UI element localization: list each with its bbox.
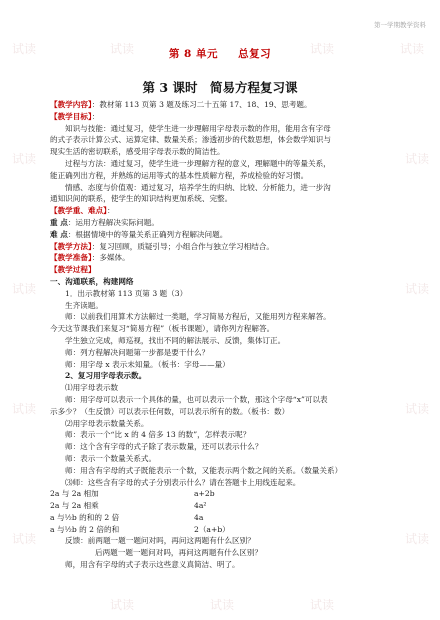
key-point bbox=[50, 217, 400, 229]
watermark: 试读 bbox=[405, 152, 430, 166]
watermark: 试读 bbox=[12, 532, 37, 546]
watermark: 试读 bbox=[12, 402, 37, 416]
goals-line: 的式子表示计算公式、运算定律、数量关系；渗透初步的代数思想，体会数学知识与 bbox=[50, 135, 331, 145]
key-heading bbox=[50, 205, 400, 217]
watermark: 试读 bbox=[12, 152, 37, 166]
s1-line: 师：用字母 x 表示未知量。（板书：字母——量） bbox=[65, 359, 230, 369]
unit-number: 第 8 单元 bbox=[168, 48, 218, 60]
method-label: 【教学方法】 bbox=[50, 241, 92, 251]
expression-formula: 2（a+b） bbox=[194, 524, 230, 534]
difficult-point-text: ：根据情境中的等量关系正确列方程解决问题。 bbox=[67, 229, 228, 239]
watermark: 试读 bbox=[310, 598, 335, 612]
expression-meaning: 2a 与 2a 相乘 bbox=[50, 501, 99, 511]
watermark: 试读 bbox=[110, 42, 135, 56]
s2-line: ⑵用字母表示数量关系。 bbox=[65, 418, 149, 428]
s1-line: 师：列方程解决问题第一步都是要干什么？ bbox=[65, 347, 210, 357]
watermark: 试读 bbox=[405, 532, 430, 546]
prep-label: 【教学准备】 bbox=[50, 253, 92, 263]
table-row bbox=[50, 512, 230, 524]
expression-matching-table bbox=[50, 488, 230, 535]
s3-line: 师，用含有字母的式子表示这些意义真简洁、明了。 bbox=[65, 560, 240, 570]
watermark: 试读 bbox=[12, 282, 37, 296]
key-point-label: 重 点 bbox=[50, 217, 68, 227]
section-1-heading: 一、沟通联系，构建网络 bbox=[50, 276, 134, 286]
s2-line: ⑶师：这些含有字母的式子分别表示什么？请在答题卡上用线连起来。 bbox=[65, 477, 301, 487]
goals-label: 【教学目标】 bbox=[50, 111, 92, 121]
difficult-point-label: 难 点 bbox=[50, 229, 68, 239]
header-note: 第一学期教学资料 bbox=[374, 21, 426, 29]
watermark: 试读 bbox=[405, 402, 430, 416]
goals-line: 能正确列出方程，并熟练的运用等式的基本性质解方程，养成检验的好习惯。 bbox=[50, 170, 309, 180]
unit-title bbox=[0, 46, 440, 61]
watermark: 试读 bbox=[210, 598, 235, 612]
goals-line: 通知识间的联系，使学生的知识结构更加系统、完整。 bbox=[50, 194, 233, 204]
table-row bbox=[50, 488, 230, 500]
s2-line: 师：表示一个“比 x 的 4 倍多 13 的数”，怎样表示呢？ bbox=[65, 430, 251, 440]
goals-line: 情感、态度与价值观：通过复习，培养学生的归纳、比较、分析能力，进一步沟 bbox=[65, 182, 331, 192]
watermark: 试读 bbox=[110, 598, 135, 612]
method bbox=[50, 241, 400, 253]
expression-meaning: a 与½b 的和的 2 倍 bbox=[50, 512, 120, 522]
watermark: 试读 bbox=[405, 282, 430, 296]
watermark: 试读 bbox=[12, 42, 37, 56]
s3-line: 反馈：前两题一题一题问对吗，再问这两题有什么区别？ bbox=[65, 536, 255, 546]
s2-line: 示多少？（生反馈）可以表示任何数，可以表示所有的数。（板书：数） bbox=[50, 406, 290, 416]
s2-line: 师：这个含有字母的式子除了表示数量，还可以表示什么？ bbox=[65, 442, 263, 452]
teaching-content-text: ：教材第 113 页第 3 题及练习二十五第 17、18、19、思考题。 bbox=[91, 100, 312, 109]
prep bbox=[50, 252, 400, 264]
prep-text: ：多媒体。 bbox=[91, 253, 130, 263]
s3-line: 后两题一题一题问对吗，再问这两题有什么区别？ bbox=[95, 548, 263, 558]
table-row bbox=[50, 524, 230, 536]
section-2-heading: 2、复习用字母表示数。 bbox=[65, 371, 147, 381]
expression-meaning: 2a 与 2a 相加 bbox=[50, 489, 99, 499]
s2-line: 师：表示一个数量关系式。 bbox=[65, 453, 157, 463]
key-point-text: ：运用方程解决实际问题。 bbox=[67, 217, 159, 227]
expression-formula: a+2b bbox=[194, 489, 215, 499]
teaching-content bbox=[50, 99, 400, 111]
difficult-point bbox=[50, 229, 400, 241]
goals-line: 过程与方法：通过复习，使学生进一步理解方程的意义，理解题中的等量关系， bbox=[65, 158, 331, 168]
process-heading: 【教学过程】 bbox=[50, 265, 96, 275]
goals-line: 现实生活的密切联系，感受用字母表示数的简洁性。 bbox=[50, 147, 225, 157]
table-row bbox=[50, 500, 230, 512]
s2-line: ⑴用字母表示数 bbox=[65, 383, 119, 393]
key-colon: ： bbox=[106, 206, 115, 216]
watermark: 试读 bbox=[400, 42, 425, 56]
s1-line: 今天这节课我们来复习“简易方程”（板书课题），请你列方程解答。 bbox=[50, 324, 275, 334]
watermark: 试读 bbox=[310, 42, 335, 56]
expression-formula: 4a² bbox=[194, 501, 207, 511]
s1-line: 学生独立完成，师巡视，找出不同的解法展示、反馈，集体订正。 bbox=[65, 335, 286, 345]
method-text: ：复习回顾，质疑引导；小组合作与独立学习相结合。 bbox=[91, 241, 275, 251]
document-body bbox=[50, 99, 400, 571]
goals-heading bbox=[50, 111, 400, 123]
s2-line: 师：用含有字母的式子既能表示一个数，又能表示两个数之间的关系。（数量关系） bbox=[65, 465, 343, 475]
s1-line: 师：以前我们用算术方法解过一类题，学习简易方程后，又能用列方程来解答。 bbox=[65, 312, 331, 322]
expression-formula: 4a bbox=[194, 512, 204, 522]
lesson-title: 第 3 课时 简易方程复习课 bbox=[142, 80, 298, 95]
s1-line: 生齐读题。 bbox=[65, 300, 103, 310]
unit-name: 总复习 bbox=[238, 48, 272, 60]
s1-line: 1．出示教材第 113 页第 3 题（3） bbox=[65, 288, 188, 298]
goals-line: 知识与技能：通过复习，使学生进一步理解用字母表示数的作用，能用含有字母 bbox=[65, 123, 331, 133]
key-label: 【教学重、难点】 bbox=[50, 206, 107, 216]
expression-meaning: a 与½b 的 2 倍的和 bbox=[50, 524, 120, 534]
goals-colon: ： bbox=[91, 111, 100, 121]
teaching-content-label: 【教学内容】 bbox=[50, 100, 92, 109]
s2-line: 师：用字母可以表示一个具体的量，也可以表示一个数，那这个字母“x”可以表 bbox=[65, 394, 328, 404]
